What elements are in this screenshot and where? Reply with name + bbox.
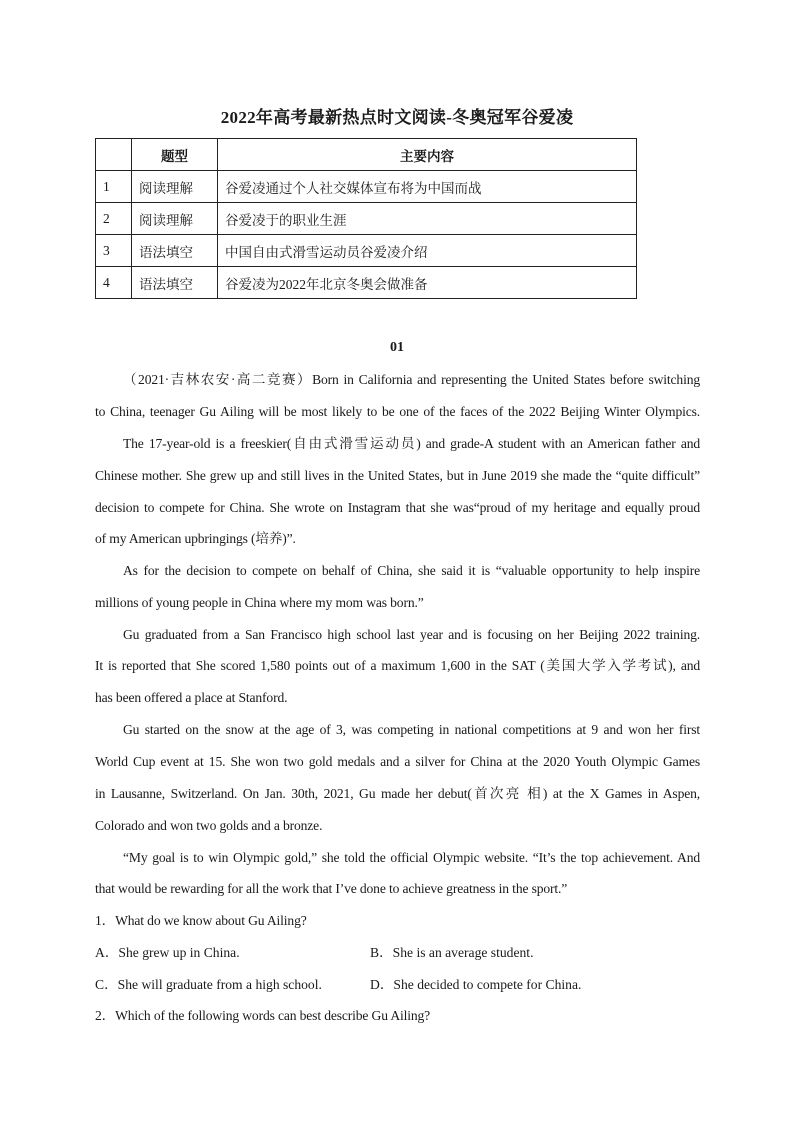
document-title: 2022年高考最新热点时文阅读-冬奥冠军谷爱凌 xyxy=(220,108,574,127)
table-header-row xyxy=(96,139,637,171)
question-stem: 2．Which of the following words can best describe Gu Ailing? xyxy=(95,1008,431,1023)
row-number: 2 xyxy=(96,203,132,235)
table-header-content: 主要内容 xyxy=(218,139,637,171)
passage-line: It is reported that She scored 1,580 points out of a maximum 1,600 in the SAT (美国大学入学考试), and xyxy=(95,658,700,673)
passage-line: Chinese mother. She grew up and still lives in the United States, but in June 2019 she made the “quite difficult” xyxy=(95,468,700,483)
question-option: A．She grew up in China. xyxy=(95,945,240,960)
table-row xyxy=(96,171,637,203)
summary-table xyxy=(95,138,637,299)
row-content: 中国自由式滑雪运动员谷爱凌介绍 xyxy=(218,235,637,267)
row-type: 语法填空 xyxy=(132,267,218,299)
table-header-num xyxy=(96,139,132,171)
question-option: C．She will graduate from a high school. xyxy=(95,977,322,992)
passage-line: Gu started on the snow at the age of 3, was competing in national competitions at 9 and won her first xyxy=(123,722,700,737)
table-row xyxy=(96,267,637,299)
row-type: 阅读理解 xyxy=(132,203,218,235)
row-type: 阅读理解 xyxy=(132,171,218,203)
row-type: 语法填空 xyxy=(132,235,218,267)
row-number: 3 xyxy=(96,235,132,267)
passage-line: decision to compete for China. She wrote on Instagram that she was“proud of my heritage and equally proud xyxy=(95,500,700,515)
row-number: 1 xyxy=(96,171,132,203)
passage-line: that would be rewarding for all the work that I’ve done to achieve greatness in the sport.” xyxy=(95,881,568,896)
passage-line: of my American upbringings (培养)”. xyxy=(95,531,296,546)
row-content: 谷爱凌通过个人社交媒体宣布将为中国而战 xyxy=(218,171,637,203)
passage-line: has been offered a place at Stanford. xyxy=(95,690,288,705)
passage-line: World Cup event at 15. She won two gold medals and a silver for China at the 2020 Youth Olympic Games xyxy=(95,754,700,769)
passage-line: （2021·吉林农安·高二竞赛）Born in California and representing the United States before switching xyxy=(123,372,700,387)
question-option: B．She is an average student. xyxy=(370,945,534,960)
table-row xyxy=(96,235,637,267)
question-option: D．She decided to compete for China. xyxy=(370,977,582,992)
passage-line: As for the decision to compete on behalf of China, she said it is “valuable opportunity to help inspire xyxy=(123,563,700,578)
section-number: 01 xyxy=(390,340,404,355)
table-header-type: 题型 xyxy=(132,139,218,171)
row-number: 4 xyxy=(96,267,132,299)
row-content: 谷爱凌为2022年北京冬奥会做准备 xyxy=(218,267,637,299)
passage-line: The 17-year-old is a freeskier(自由式滑雪运动员) and grade-A student with an American father and xyxy=(123,436,700,451)
passage-line: to China, teenager Gu Ailing will be most likely to be one of the faces of the 2022 Beijing Winter Olympics. xyxy=(95,404,700,419)
row-content: 谷爱凌于的职业生涯 xyxy=(218,203,637,235)
passage-line: in Lausanne, Switzerland. On Jan. 30th, 2021, Gu made her debut(首次亮 相) at the X Games in Aspen, xyxy=(95,786,700,801)
question-stem: 1．What do we know about Gu Ailing? xyxy=(95,913,307,928)
passage-line: Gu graduated from a San Francisco high school last year and is focusing on her Beijing 2022 training. xyxy=(123,627,700,642)
passage-line: “My goal is to win Olympic gold,” she told the official Olympic website. “It’s the top achievement. And xyxy=(123,850,700,865)
table-row xyxy=(96,203,637,235)
passage-line: Colorado and won two golds and a bronze. xyxy=(95,818,323,833)
passage-line: millions of young people in China where my mom was born.” xyxy=(95,595,424,610)
